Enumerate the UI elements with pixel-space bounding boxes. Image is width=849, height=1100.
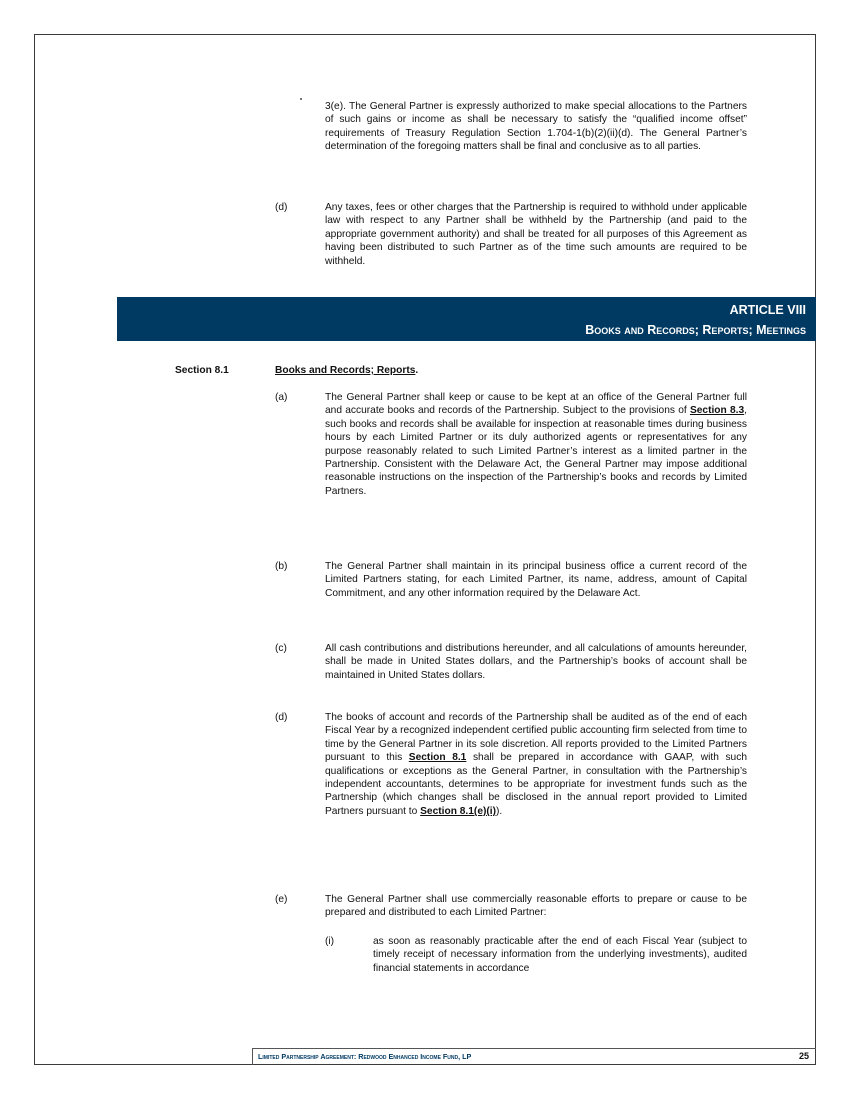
section-heading (275, 364, 418, 377)
item-d-text-part2: shall be prepared in accordance with GAAP, with such qualifications or exceptions as the General Partner, in consultation with the Partnership’s independent accountants, determines to be appropriate for investment funds such as the Partnership (which changes shall be disclosed in the annual report provided to Limited Partners pursuant to (325, 752, 747, 817)
article-title: Books and Records; Reports; Meetings (585, 323, 806, 337)
speck (300, 98, 302, 100)
article-banner (117, 297, 816, 341)
item-a-text-part1: The General Partner shall keep or cause to be kept at an office of the General Partner full and accurate books and records of the Partnership. Subject to the provisions of (325, 392, 747, 417)
page-number: 25 (798, 1051, 809, 1061)
footer-title: Limited Partnership Agreement: Redwood Enhanced Income Fund, LP (258, 1052, 472, 1061)
item-d-label: (d) (275, 712, 288, 723)
item-e-text: The General Partner shall use commercially reasonable efforts to prepare or cause to be prepared and distributed to each Limited Partner: (325, 894, 747, 919)
item-e-label: (e) (275, 894, 288, 905)
carryover-paragraph: 3(e). The General Partner is expressly authorized to make special allocations to the Partners of such gains or income as shall be necessary to satisfy the “qualified income offset” requirements of Treasury Regulation Section 1.704-1(b)(2)(ii)(d). The General Partner’s determination of the foregoing matters shall be final and conclusive as to all parties. (325, 101, 747, 153)
item-d-text-part3: ). (496, 805, 503, 817)
section-label: Section 8.1 (175, 365, 229, 376)
item-a-text (325, 391, 747, 498)
item-e-i-text: as soon as reasonably practicable after the end of each Fiscal Year (subject to timely receipt of necessary information from the underlying investments), audited financial statements in accordance (373, 936, 747, 974)
section-8-1-link[interactable]: Section 8.1 (408, 752, 467, 764)
item-d-text-part1: The books of account and records of the Partnership shall be audited as of the end of each Fiscal Year by a recognized independent certified public accounting firm selected from time to time by the General Partner in its sole discretion. All reports provided to the Limited Partners pursuant to this (325, 712, 747, 764)
item-c-text: All cash contributions and distributions hereunder, and all calculations of amounts hereunder, shall be made in United States dollars, and the Partnership’s books of account shall be maintained in United States dollars. (325, 643, 747, 681)
section-heading-period: . (415, 365, 419, 376)
item-d-prev-label: (d) (275, 202, 288, 213)
item-b-text: The General Partner shall maintain in its principal business office a current record of the Limited Partners stating, for each Limited Partner, its name, address, amount of Capital Commitment, and any other information required by the Delaware Act. (325, 561, 747, 599)
item-e-i-label: (i) (325, 936, 335, 947)
item-c-label: (c) (275, 643, 287, 654)
footer-divider (252, 1048, 253, 1065)
section-heading-text: Books and Records; Reports (275, 365, 416, 376)
item-a-text-part2: , such books and records shall be available for inspection at reasonable times during business hours by each Limited Partner or its duly authorized agents or representatives for any purpose reasonably related to such Limited Partner’s interest as a limited partner in the Partnership. Consistent with the Delaware Act, the General Partner may impose additional reasonable instructions on the inspection of the Partnership’s books and records by Limited Partners. (325, 405, 747, 497)
item-a-label: (a) (275, 392, 288, 403)
item-d-text (325, 711, 747, 818)
article-number: ARTICLE VIII (729, 303, 806, 317)
section-8-3-link[interactable]: Section 8.3 (689, 405, 745, 417)
item-d-prev-text: Any taxes, fees or other charges that the Partnership is required to withhold under applicable law with respect to any Partner shall be withheld by the Partnership (and paid to the appropriate government authority) and shall be treated for all purposes of this Agreement as having been distributed to such Partner as of the time such amounts are required to be withheld. (325, 202, 747, 267)
section-8-1-e-i-link[interactable]: Section 8.1(e)(i) (420, 805, 496, 817)
footer-rule (252, 1048, 816, 1049)
item-b-label: (b) (275, 561, 288, 572)
